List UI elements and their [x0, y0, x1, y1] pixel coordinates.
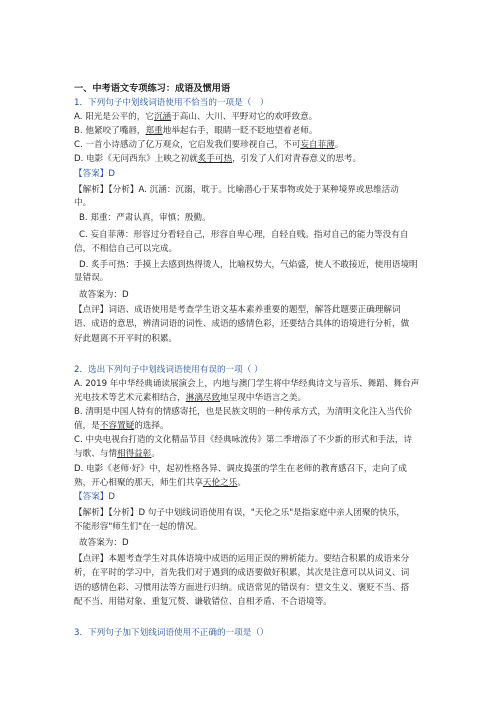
q1-analysis-line-6: D. 炙手可热：手摸上去感到热得烫人，比喻权势大，气焰盛，使人不敢接近，使用语境明: [79, 260, 418, 270]
q2-option-b-line-1: B. 清明是中国人特有的情感寄托，也是民族文明的一种传承方式，为清明文化注入当代价: [74, 407, 412, 417]
q2-option-b-prefix: 值，是: [74, 421, 100, 431]
q2-option-c-line-2: [74, 448, 160, 460]
q2-option-a-term: 淋漓尽致: [185, 393, 221, 403]
q1-comment-line-2: 语、成语的意思，辨清词语的词性、成语的感情色彩，还要结合具体的语境进行分析，做: [74, 319, 410, 329]
q1-option-b-suffix: 地举起右手，眼睛一眨不眨地望着老师。: [162, 126, 318, 136]
q1-option-c-suffix: 。: [334, 140, 344, 150]
q1-option-c-prefix: C. 一首小诗感动了亿万观众，它启发我们要珍视自己，不可: [74, 140, 301, 150]
q2-option-a-line-1: A. 2019 年中华经典诵读展演会上，内地与澳门学生将中华经典诗文与音乐、舞蹈、舞台声: [74, 379, 420, 389]
q1-option-a-suffix: 于高山、大川、平野对它的欢呼致意。: [171, 112, 318, 122]
q1-option-d-prefix: D. 电影《无问西东》上映之初就: [74, 154, 198, 164]
q1-option-c: [74, 139, 343, 151]
q1-option-a-term: 沉涵: [153, 112, 172, 122]
q2-option-c-term: 相得益彰: [116, 449, 152, 459]
q1-option-d-suffix: ，引发了人们对青春意义的思考。: [232, 154, 362, 164]
q2-option-d-line-1: D. 电影《老师·好》中，起初性格各异、调皮捣蛋的学生在老师的教育感召下，走向了成: [74, 464, 407, 474]
q1-option-d-term: 炙手可热: [197, 154, 233, 164]
q2-comment-line-1: 【点评】本题考查学生对具体语境中成语的运用正误的辨析能力。要结合积累的成语来分: [74, 554, 410, 564]
q1-option-b: [74, 125, 317, 137]
q2-option-a-line-2: [74, 392, 306, 404]
q2-option-a-prefix: 光电技术等艺术元素相结合，: [74, 393, 186, 403]
section-title: 一、中考语文专项练习：成语及惯用语: [74, 83, 231, 94]
q2-analysis-line-2: 不能形容"师生们"在一起的情况。: [74, 522, 203, 532]
q1-comment-line-1: 【点评】词语、成语使用是考查学生语文基本素养重要的题型，解答此题要正确理解词: [74, 305, 401, 315]
q2-option-d-prefix: 熟，开心相聚的那天，师生们共享: [74, 478, 203, 488]
question-2-stem: 2．选出下列句子中划线词语使用有误的一项（ ）: [74, 365, 263, 375]
q2-final-answer: 故答案为：D: [79, 538, 129, 548]
q1-option-b-term: 郑重: [145, 126, 163, 136]
q2-option-b-term: 不容置疑: [99, 421, 135, 431]
q1-final-answer: 故答案为：D: [79, 290, 129, 300]
q2-option-d-line-2: [74, 477, 246, 489]
q1-analysis-line-4: C. 妄自菲薄：形容过分看轻自己，形容自卑心理，自轻自贱。指对自己的能力等没有自: [79, 230, 409, 240]
q2-option-d-suffix: 。: [237, 478, 246, 488]
q1-analysis-line-1: 【解析】【分析】A. 沉涵：沉溺，耽于。比喻潜心于某事物或处于某种境界或思维活动: [74, 185, 399, 195]
q1-analysis-line-5: 信，不相信自己可以完成。: [74, 244, 178, 254]
q1-answer: 【答案】D: [74, 169, 115, 179]
q2-comment-line-3: 语的感情色彩、习惯用法等方面进行归纳。成语常见的错误有：望文生义、褒贬不当、搭: [74, 583, 410, 593]
q1-comment-line-3: 好此题离不开平时的积累。: [74, 334, 178, 344]
q2-answer: 【答案】D: [74, 492, 115, 502]
q2-comment-line-2: 析，在平时的学习中，首先我们对于遇到的成语要做好积累，其次是注意可以从词义、词: [74, 568, 410, 578]
q2-comment-line-4: 配不当、用错对象、重复冗赘、谦敬错位、自相矛盾、不合语境等。: [74, 597, 332, 607]
q1-option-c-term: 妄自菲薄: [300, 140, 335, 150]
question-3-stem: 3．下列句子加下划线词语使用不正确的一项是（）: [74, 628, 269, 638]
q1-option-d: [74, 153, 361, 165]
q2-option-b-line-2: [74, 420, 169, 432]
question-1-stem: 1．下列句子中划线词语使用不恰当的一项是（ ）: [74, 98, 269, 108]
q2-option-d-term: 天伦之乐: [202, 478, 238, 488]
q2-option-c-suffix: 。: [151, 449, 160, 459]
q2-analysis-line-1: 【解析】【分析】D 句子中划线词语使用有误，"天伦之乐"是指家庭中亲人团聚的快乐，: [74, 508, 405, 518]
q1-analysis-line-7: 显错误。: [74, 273, 109, 283]
q2-option-c-line-1: C. 中央电视台打造的文化精品节目《经典咏流传》第二季增添了不少新的形式和手法，诗: [74, 435, 413, 445]
q1-option-b-prefix: B. 他紧咬了嘴唇，: [74, 126, 146, 136]
q1-option-a-prefix: A. 阳光是公平的，它: [74, 112, 154, 122]
q2-option-a-suffix: 地呈现中华语言之美。: [220, 393, 307, 403]
q1-analysis-line-2: 中。: [74, 198, 92, 208]
q2-option-b-suffix: 的选择。: [134, 421, 169, 431]
q1-option-a: [74, 111, 317, 123]
q2-option-c-prefix: 与歌、与情: [74, 449, 117, 459]
q1-analysis-line-3: B. 郑重：严肃认真，审慎；殷勤。: [79, 213, 211, 223]
